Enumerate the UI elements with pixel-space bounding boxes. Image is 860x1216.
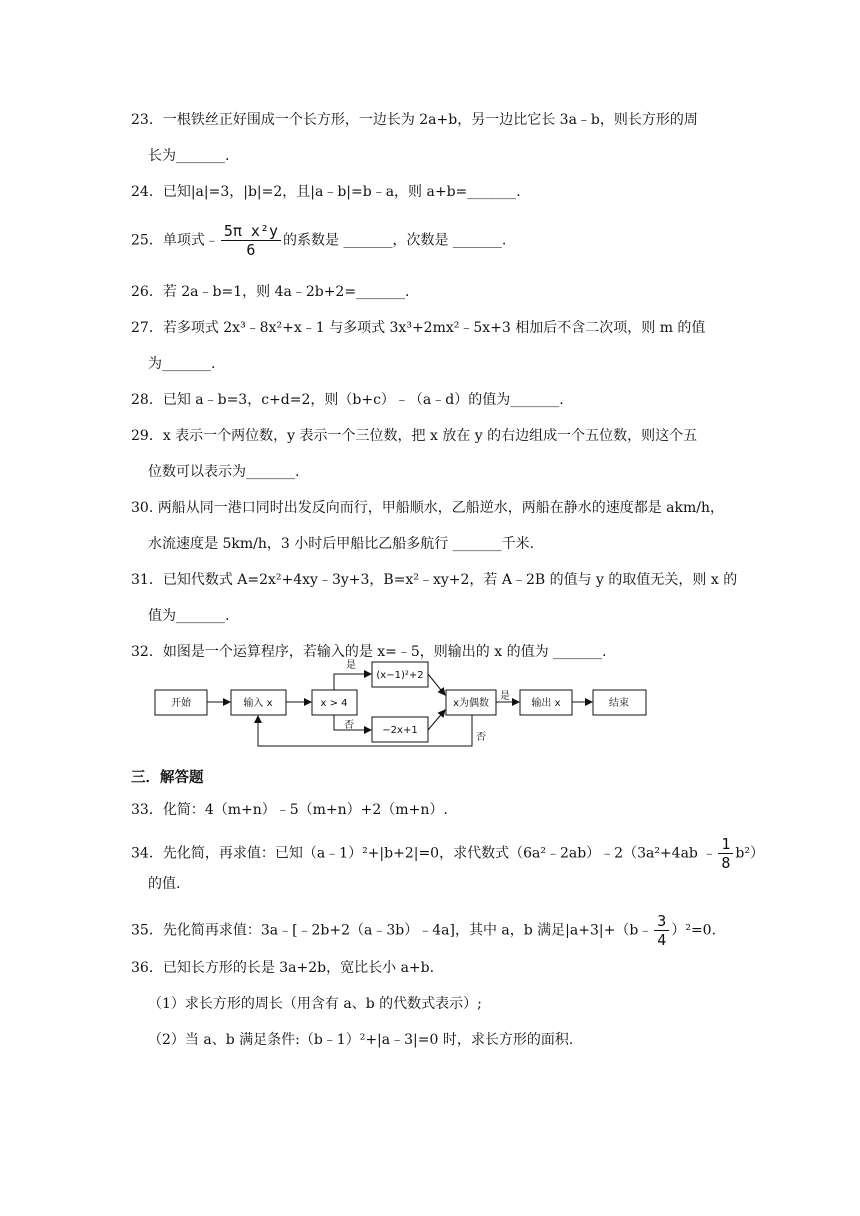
problem-34-line1 <box>131 835 764 872</box>
problem-31-line2: 值为_______. <box>148 608 230 624</box>
no-label: 否 <box>344 720 354 731</box>
fraction-numerator: 3 <box>654 912 669 931</box>
fraction-denominator: 6 <box>246 241 256 259</box>
no2-label: 否 <box>476 732 486 743</box>
problem-36-line1: 36．已知长方形的长是 3a+2b，宽比长小 a+b. <box>131 960 435 976</box>
end-label: 结束 <box>609 698 629 709</box>
problem-25-prefix: 25．单项式﹣ <box>131 232 219 249</box>
problem-25-suffix: 的系数是 _______，次数是 _______. <box>283 232 507 249</box>
problem-30-line2: 水流速度是 5km/h，3 小时后甲船比乙船多航行 _______千米. <box>148 536 535 552</box>
section-heading: 三．解答题 <box>131 769 204 786</box>
output-label: 输出 x <box>531 698 561 709</box>
problem-31-line1: 31．已知代数式 A=2x²+4xy﹣3y+3，B=x²﹣xy+2，若 A﹣2B 的值与 y 的取值无关，则 x 的 <box>131 572 738 588</box>
yes2-label: 是 <box>500 691 510 702</box>
flowchart-diagram <box>150 650 660 750</box>
monomial-fraction <box>221 222 281 259</box>
problem-25 <box>131 222 506 259</box>
expr-bottom-label: −2x+1 <box>382 725 418 736</box>
input-label: 输入 x <box>243 698 273 709</box>
expr-top-label: (x−1)²+2 <box>376 670 424 681</box>
problem-26: 26．若 2a﹣b=1，则 4a﹣2b+2=_______. <box>131 284 410 300</box>
problem-36-part1: （1）求长方形的周长（用含有 a、b 的代数式表示）; <box>148 996 482 1012</box>
flowchart <box>150 650 660 750</box>
even-check-label: x为偶数 <box>453 698 489 709</box>
fraction-denominator: 4 <box>657 931 667 949</box>
condition-label: x > 4 <box>320 698 348 709</box>
problem-35-suffix: ）²=0. <box>671 922 717 939</box>
problem-27-line1: 27．若多项式 2x³﹣8x²+x﹣1 与多项式 3x³+2mx²﹣5x+3 相加后不含二次项，则 m 的值 <box>131 320 706 336</box>
problem-34-prefix: 34．先化简，再求值：已知（a﹣1）²+|b+2|=0，求代数式（6a²﹣2ab）﹣2（3a²+4ab ﹣ <box>131 845 717 862</box>
problem-23-line1: 23．一根铁丝正好围成一个长方形，一边长为 2a+b，另一边比它长 3a﹣b，则长方形的周 <box>131 112 698 128</box>
problem-28: 28．已知 a﹣b=3，c+d=2，则（b+c）﹣（a﹣d）的值为_______. <box>131 392 564 408</box>
problem-36-part2: （2）当 a、b 满足条件:（b﹣1）²+|a﹣3|=0 时，求长方形的面积. <box>148 1032 574 1048</box>
problem-29-line2: 位数可以表示为_______. <box>148 464 300 480</box>
fraction-denominator: 8 <box>721 854 731 872</box>
fraction-numerator: 1 <box>718 835 733 854</box>
yes-label: 是 <box>346 660 356 671</box>
problem-34-line2: 的值. <box>148 876 181 892</box>
problem-30-line1: 30. 两船从同一港口同时出发反向而行，甲船顺水，乙船逆水，两船在静水的速度都是 akm/h， <box>131 500 725 516</box>
problem-24: 24．已知|a|=3，|b|=2，且|a﹣b|=b﹣a，则 a+b=_______. <box>131 184 521 200</box>
problem-23-line2: 长为_______. <box>148 148 230 164</box>
problem-27-line2: 为_______. <box>148 356 216 372</box>
fraction-numerator: 5π x²y <box>221 222 281 241</box>
problem-35-prefix: 35．先化简再求值：3a﹣[﹣2b+2（a﹣3b）﹣4a]，其中 a，b 满足|a+3|+（b﹣ <box>131 922 653 939</box>
problem-32: 32．如图是一个运算程序，若输入的是 x=﹣5，则输出的 x 的值为 _______. <box>131 644 607 660</box>
problem-34-suffix: b²） <box>735 845 764 862</box>
fraction-one-eighth <box>718 835 733 872</box>
start-label: 开始 <box>171 698 191 709</box>
problem-29-line1: 29．x 表示一个两位数，y 表示一个三位数，把 x 放在 y 的右边组成一个五位数，则这个五 <box>131 428 698 444</box>
fraction-three-quarters <box>654 912 669 949</box>
problem-35 <box>131 912 716 949</box>
problem-33: 33．化简：4（m+n）﹣5（m+n）+2（m+n）. <box>131 802 448 818</box>
